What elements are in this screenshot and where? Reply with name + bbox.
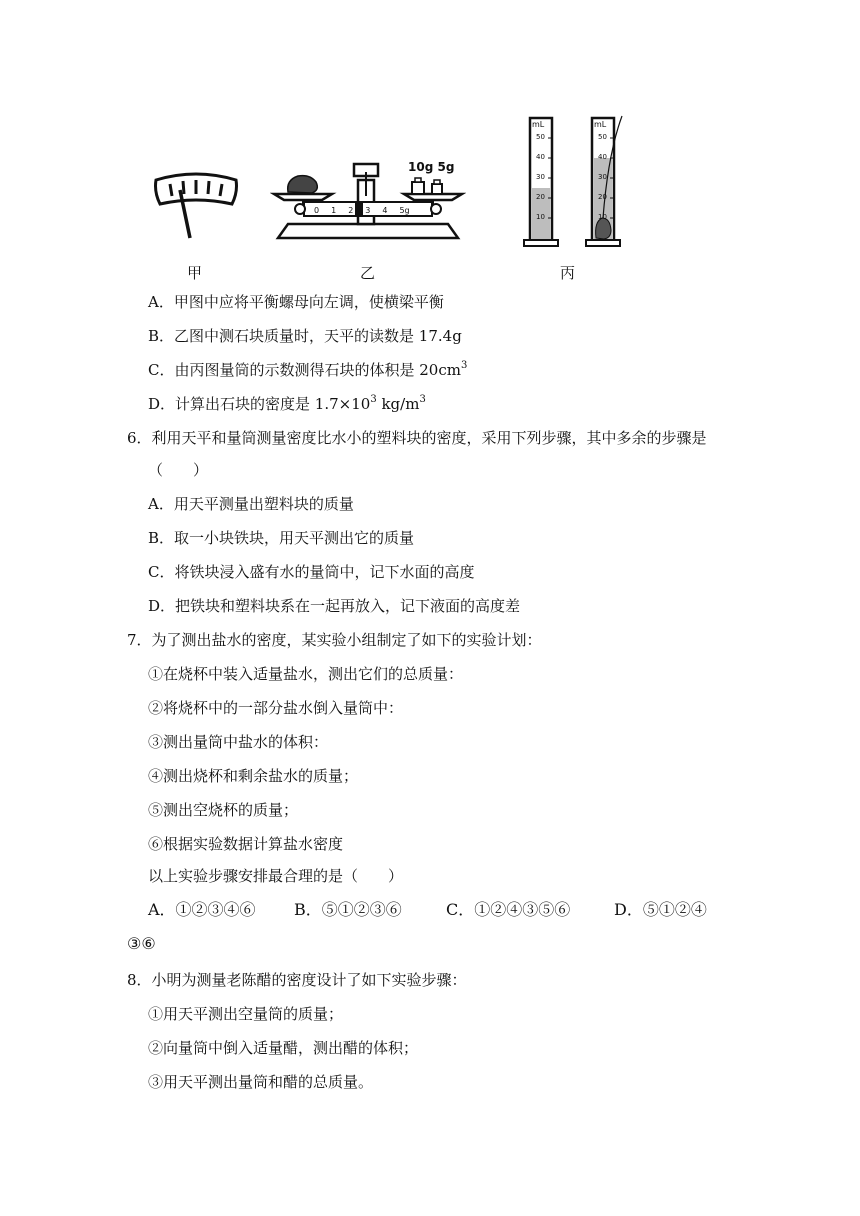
q6-option-a: A．用天平测量出塑料块的质量 — [148, 495, 354, 513]
q8-step-3: ③用天平测出量筒和醋的总质量。 — [148, 1073, 374, 1091]
q5-option-d-text2: kg/m — [376, 395, 420, 413]
beam-tick-2: 2 — [348, 206, 354, 215]
q5-option-a: A．甲图中应将平衡螺母向左调，使横梁平衡 — [148, 293, 444, 311]
cylinder-1-tick-20: 20 — [536, 193, 545, 201]
beam-tick-5: 5g — [399, 206, 410, 215]
cylinder-2-tick-30: 30 — [598, 173, 607, 181]
q7-stem: 7．为了测出盐水的密度，某实验小组制定了如下的实验计划： — [127, 631, 542, 649]
q5-option-d-text1: D．计算出石块的密度是 1.7×10 — [148, 395, 371, 413]
q7-option-c: C．①②④③⑤⑥ — [446, 900, 571, 919]
q8-step-1: ①用天平测出空量筒的质量； — [148, 1005, 344, 1023]
q6-stem: 6．利用天平和量筒测量密度比水小的塑料块的密度，采用下列步骤，其中多余的步骤是 — [127, 429, 707, 447]
cylinder-2-tick-10: 10 — [598, 213, 607, 221]
cylinder-2-tick-40: 40 — [598, 153, 607, 161]
beam-tick-0: 0 — [314, 206, 320, 215]
label-bing: 丙 — [560, 264, 576, 282]
q6-option-b: B．取一小块铁块，用天平测出它的质量 — [148, 529, 415, 547]
q7-options — [148, 900, 707, 920]
q7-ask: 以上实验步骤安排最合理的是（ ） — [148, 867, 404, 885]
weights-label: 10g 5g — [408, 160, 455, 174]
q5-option-c-text: C．由丙图量筒的示数测得石块的体积是 20cm — [148, 361, 461, 379]
cylinder-1-tick-30: 30 — [536, 173, 545, 181]
figure-bing-cylinders — [522, 114, 634, 250]
q7-step-6: ⑥根据实验数据计算盐水密度 — [148, 835, 344, 853]
q5-option-d — [148, 394, 426, 414]
q7-step-1: ①在烧杯中装入适量盐水，测出它们的总质量： — [148, 665, 464, 683]
q6-option-d: D．把铁块和塑料块系在一起再放入，记下液面的高度差 — [148, 597, 521, 615]
cylinder-1-tick-40: 40 — [536, 153, 545, 161]
q8-stem: 8．小明为测量老陈醋的密度设计了如下实验步骤： — [127, 971, 467, 989]
q7-step-5: ⑤测出空烧杯的质量； — [148, 801, 299, 819]
q7-option-d-cont: ③⑥ — [127, 934, 156, 953]
figure-yi-balance — [270, 158, 466, 244]
q7-step-2: ②将烧杯中的一部分盐水倒入量筒中： — [148, 699, 404, 717]
cylinder-1-tick-50: 50 — [536, 133, 545, 141]
cylinder-1-unit: mL — [532, 120, 545, 129]
q6-paren: （ ） — [148, 461, 209, 479]
cylinder-2-tick-50: 50 — [598, 133, 607, 141]
q7-option-b: B．⑤①②③⑥ — [294, 900, 402, 919]
beam-tick-1: 1 — [331, 206, 337, 215]
label-yi: 乙 — [360, 264, 376, 282]
q7-option-a: A．①②③④⑥ — [148, 900, 256, 919]
q5-option-d-sup2: 3 — [419, 394, 426, 405]
q5-option-c — [148, 360, 467, 380]
figure-jia-dial — [150, 170, 242, 242]
q5-option-c-sup: 3 — [460, 360, 468, 371]
cylinder-2-unit: mL — [594, 120, 607, 129]
beam-tick-3: 3 — [365, 206, 371, 215]
q6-option-c: C．将铁块浸入盛有水的量筒中，记下水面的高度 — [148, 563, 475, 581]
q5-option-d-sup1: 3 — [370, 394, 377, 405]
label-jia: 甲 — [187, 264, 203, 282]
beam-scale-ticks — [314, 206, 410, 215]
q5-option-b: B．乙图中测石块质量时，天平的读数是 17.4g — [148, 327, 462, 345]
q8-step-2: ②向量筒中倒入适量醋，测出醋的体积； — [148, 1039, 419, 1057]
beam-tick-4: 4 — [382, 206, 388, 215]
cylinder-1-tick-10: 10 — [536, 213, 545, 221]
q7-option-d: D．⑤①②④ — [614, 900, 707, 919]
q7-step-4: ④测出烧杯和剩余盐水的质量； — [148, 767, 359, 785]
q7-step-3: ③测出量筒中盐水的体积： — [148, 733, 329, 751]
cylinder-2-tick-20: 20 — [598, 193, 607, 201]
